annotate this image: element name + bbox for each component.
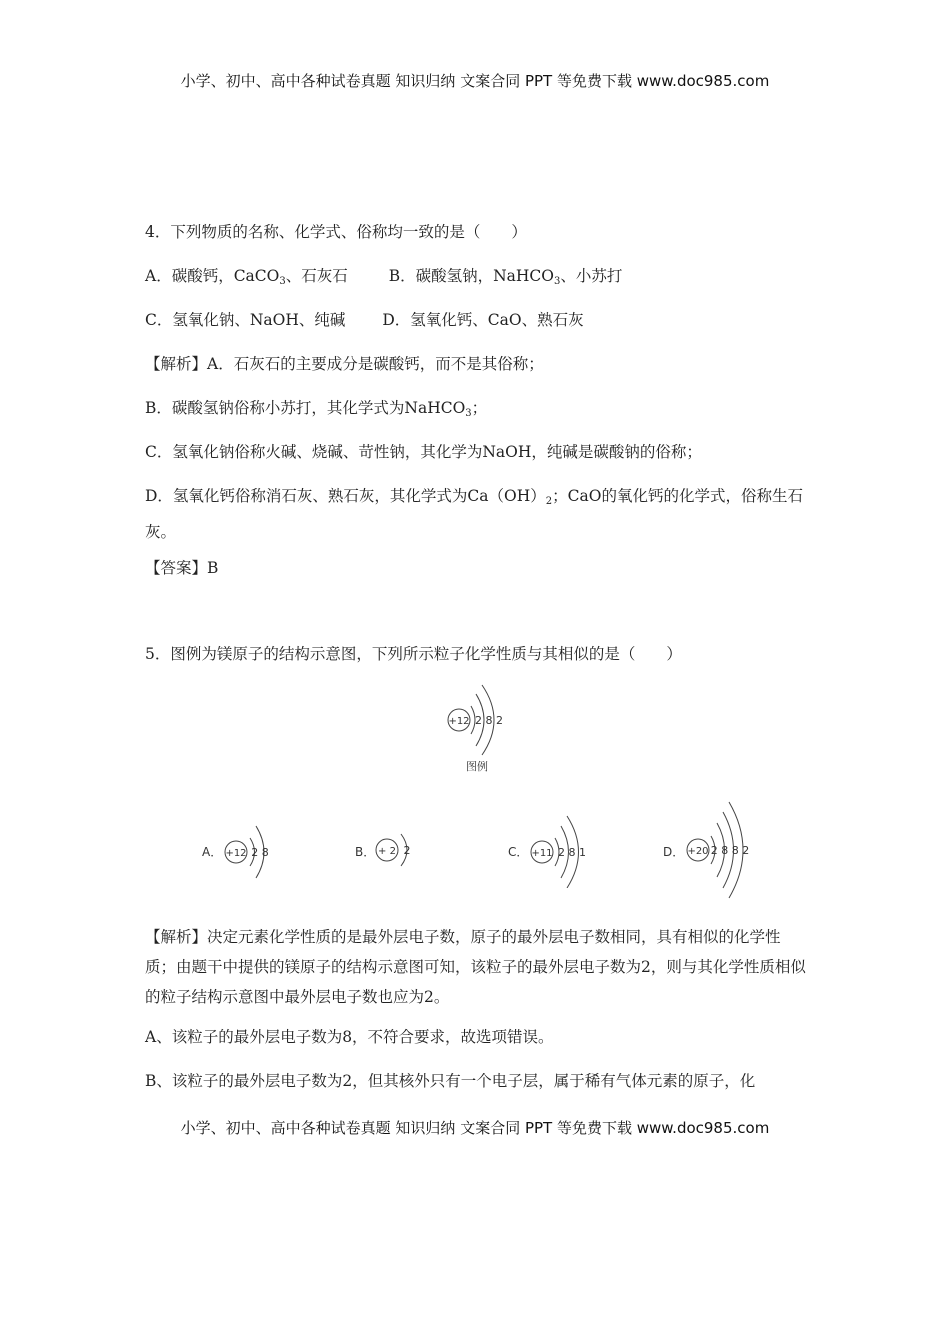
q4-answer: 【答案】B xyxy=(145,559,219,577)
legend-electrons: 2 8 2 xyxy=(475,714,503,727)
q5-question: 5．图例为镁原子的结构示意图，下列所示粒子化学性质与其相似的是（ ） xyxy=(145,645,682,663)
option-c-nucleus-label: +11 xyxy=(531,848,553,859)
option-a-nucleus-label: +12 xyxy=(225,848,247,859)
legend-atom-diagram xyxy=(440,680,520,756)
q4-option-d: D．氢氧化钙、CaO、熟石灰 xyxy=(382,311,584,329)
q4-option-c: C．氢氧化钠、NaOH、纯碱 xyxy=(145,311,346,329)
q5-option-d-label: D． xyxy=(663,845,685,859)
option-b-nucleus-label: + 2 xyxy=(378,846,396,857)
option-d-nucleus-label: +20 xyxy=(687,846,709,857)
q5-analysis-a: A、该粒子的最外层电子数为8，不符合要求，故选项错误。 xyxy=(145,1028,554,1046)
q4-option-b: B．碳酸氢钠，NaHCO$_3$、小苏打 xyxy=(388,267,623,287)
q5-analysis: 【解析】决定元素化学性质的是最外层电子数，原子的最外层电子数相同，具有相似的化学性质；由题干中提供的镁原子的结构示意图可知，该粒子的最外层电子数为2，则与其化学性质相似的粒子结构示意图中最外层电子数也应为2。 xyxy=(145,928,806,1006)
q4-analysis-a: 【解析】A．石灰石的主要成分是碳酸钙，而不是其俗称； xyxy=(145,355,544,373)
q5-option-c-label: C． xyxy=(508,845,529,859)
q5-option-c-diagram xyxy=(528,812,594,888)
q4-options-ab xyxy=(145,266,810,292)
legend-caption: 图例 xyxy=(466,760,488,773)
q5-option-a-diagram xyxy=(222,820,282,882)
q5-analysis-b: B、该粒子的最外层电子数为2，但其核外只有一个电子层，属于稀有气体元素的原子，化 xyxy=(145,1072,756,1090)
option-a-electrons: 2 8 xyxy=(251,846,269,859)
option-b-electrons: 2 xyxy=(403,844,411,857)
option-c-electrons: 2 8 1 xyxy=(558,846,586,859)
page-header: 小学、初中、高中各种试卷真题 知识归纳 文案合同 PPT 等免费下载 www.doc985.com xyxy=(180,72,770,90)
q4-options-cd xyxy=(145,310,810,330)
q5-option-b-label: B． xyxy=(355,845,376,859)
q4-question: 4．下列物质的名称、化学式、俗称均一致的是（ ） xyxy=(145,223,527,241)
legend-nucleus-label: +12 xyxy=(448,716,470,727)
page-footer: 小学、初中、高中各种试卷真题 知识归纳 文案合同 PPT 等免费下载 www.doc985.com xyxy=(180,1119,770,1137)
q5-option-a-label: A． xyxy=(202,845,223,859)
q5-option-b-diagram xyxy=(373,826,419,874)
q4-option-a: A．碳酸钙，CaCO$_3$、石灰石 xyxy=(145,267,348,287)
q5-option-d-diagram xyxy=(684,800,760,900)
q4-analysis-d: D．氢氧化钙俗称消石灰、熟石灰，其化学式为$Ca(OH)_2$；CaO的氧化钙的化学式，俗称生石灰。 xyxy=(145,487,803,541)
q4-analysis-c: C．氢氧化钠俗称火碱、烧碱、苛性钠，其化学为NaOH，纯碱是碳酸钠的俗称； xyxy=(145,443,702,461)
option-d-electrons: 2 8 8 2 xyxy=(710,844,750,857)
q4-analysis-b: B．碳酸氢钠俗称小苏打，其化学式为NaHCO$_3$； xyxy=(145,399,488,419)
